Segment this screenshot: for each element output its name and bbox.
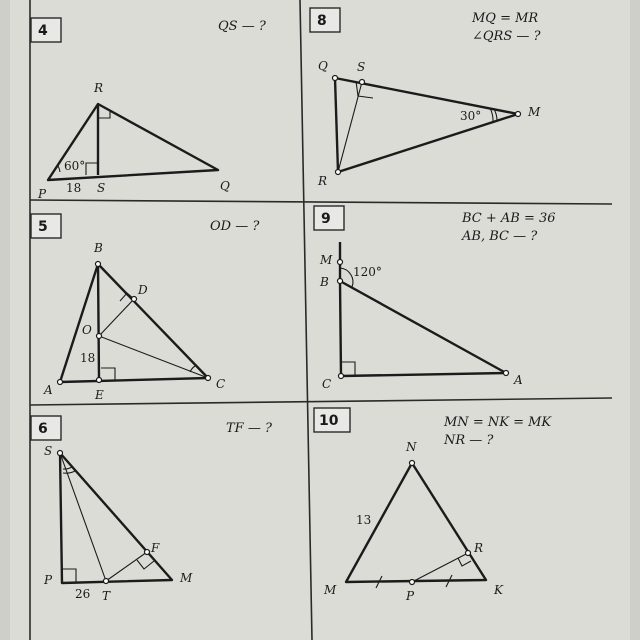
vertex-label-m: M bbox=[528, 105, 541, 119]
vertex-label-a: A bbox=[514, 373, 523, 387]
problem-question-2: ∠QRS — ? bbox=[472, 29, 541, 44]
problem-question: OD — ? bbox=[210, 219, 260, 234]
problem-number: 8 bbox=[317, 13, 327, 29]
vertex-label-q: Q bbox=[318, 59, 328, 73]
side-label: 18 bbox=[66, 181, 82, 195]
vertex-label-s: S bbox=[357, 60, 366, 74]
vertex-label-p: P bbox=[44, 573, 53, 587]
vertex-label-a: A bbox=[44, 383, 53, 397]
angle-label: 30° bbox=[460, 109, 482, 123]
vertex-label-m: M bbox=[324, 583, 337, 597]
problem-question: TF — ? bbox=[226, 421, 272, 436]
vertex-label-t: T bbox=[102, 589, 111, 603]
problem-number: 9 bbox=[321, 211, 331, 227]
angle-label: 120° bbox=[353, 265, 382, 279]
angle-label: 60° bbox=[64, 159, 86, 173]
vertex-label-p: P bbox=[38, 187, 47, 201]
problem-question: MN = NK = MK bbox=[444, 415, 552, 430]
problem-number: 6 bbox=[38, 421, 48, 437]
vertex-label-s: S bbox=[44, 444, 53, 458]
vertex-label-c: C bbox=[216, 377, 226, 391]
vertex-label-r: R bbox=[94, 81, 104, 95]
side-label: 26 bbox=[75, 587, 91, 601]
vertex-label-m: M bbox=[320, 253, 333, 267]
problem-number: 5 bbox=[38, 219, 48, 235]
vertex-label-n: N bbox=[406, 440, 417, 454]
side-label: 13 bbox=[356, 513, 372, 527]
vertex-label-e: E bbox=[95, 388, 104, 402]
side-label: 18 bbox=[80, 351, 96, 365]
problem-number: 10 bbox=[319, 413, 339, 429]
altitude-be bbox=[98, 264, 99, 380]
vertex-label-b: B bbox=[320, 275, 329, 289]
page bbox=[10, 0, 630, 640]
vertex-label-r: R bbox=[318, 174, 328, 188]
problem-question: QS — ? bbox=[218, 19, 266, 34]
vertex-label-b: B bbox=[94, 241, 103, 255]
vertex-label-s: S bbox=[97, 181, 106, 195]
vertex-label-q: Q bbox=[220, 179, 230, 193]
vertex-label-f: F bbox=[151, 541, 160, 555]
vertex-label-d: D bbox=[138, 283, 148, 297]
problem-question-2: NR — ? bbox=[444, 433, 494, 448]
problem-question-2: AB, BC — ? bbox=[462, 229, 538, 244]
vertex-label-p: P bbox=[406, 589, 415, 603]
problem-question: MQ = MR bbox=[472, 11, 539, 26]
problem-number: 4 bbox=[38, 23, 48, 39]
vertex-label-c: C bbox=[322, 377, 332, 391]
vertex-label-o: O bbox=[82, 323, 92, 337]
vertex-label-r: R bbox=[474, 541, 484, 555]
vertex-label-k: K bbox=[494, 583, 503, 597]
problem-question: BC + AB = 36 bbox=[462, 211, 556, 226]
vertex-label-m: M bbox=[180, 571, 193, 585]
